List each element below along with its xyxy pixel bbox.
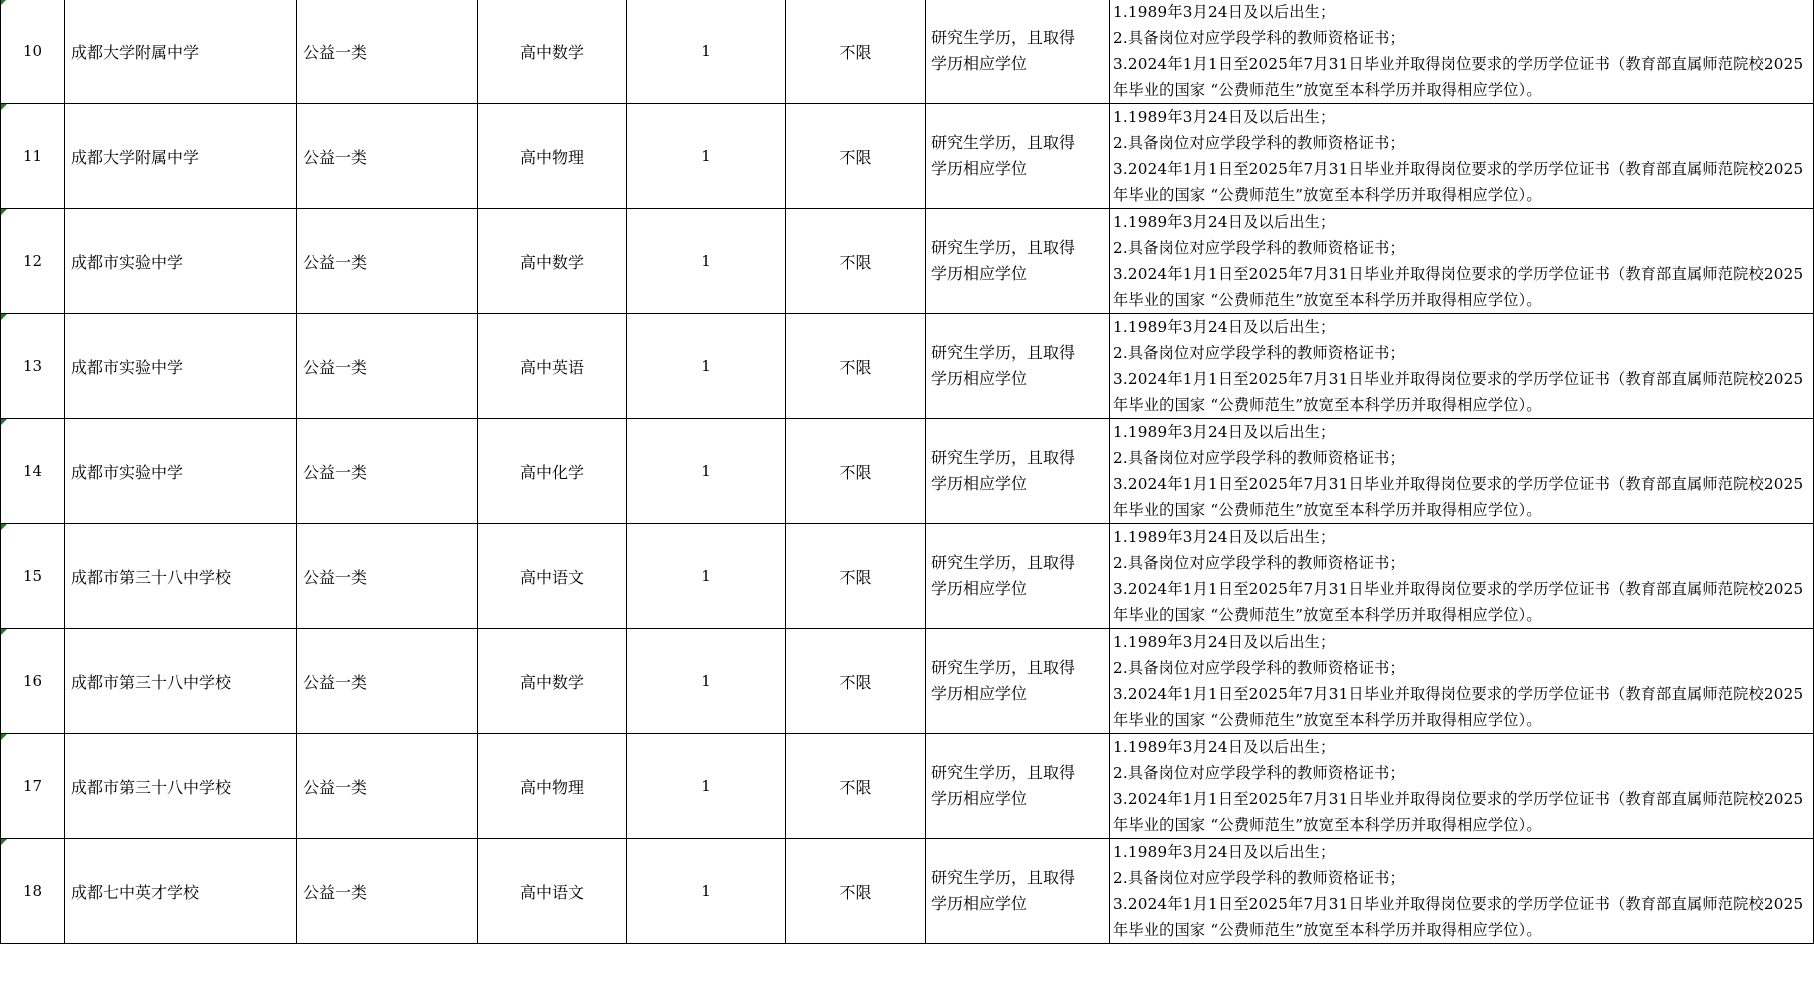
unit-category: 公益一类: [303, 882, 368, 902]
row-number: 12: [22, 252, 43, 270]
position-count: 1: [701, 357, 711, 375]
school-name: 成都市第三十八中学校: [71, 672, 232, 692]
cell-count[interactable]: [627, 734, 786, 839]
table-row: [1, 314, 1814, 419]
cell-marker-icon: [1, 314, 7, 320]
cell-category[interactable]: [297, 629, 478, 734]
requirement-line: 年毕业的国家 “公费师范生”放宽至本科学历并取得相应学位）。: [1113, 186, 1542, 204]
school-name: 成都市实验中学: [71, 462, 184, 482]
cell-education[interactable]: [926, 629, 1110, 734]
unit-category: 公益一类: [303, 42, 368, 62]
cell-education[interactable]: [926, 0, 1110, 104]
limit-text: 不限: [839, 42, 872, 62]
cell-count[interactable]: [627, 209, 786, 314]
row-number: 18: [22, 882, 43, 900]
cell-number[interactable]: [1, 209, 65, 314]
unit-category: 公益一类: [303, 147, 368, 167]
row-number: 10: [22, 42, 43, 60]
cell-subject[interactable]: [478, 734, 627, 839]
cell-count[interactable]: [627, 419, 786, 524]
education-line: 研究生学历，且取得: [931, 553, 1076, 572]
limit-text: 不限: [839, 567, 872, 587]
requirement-line: 1.1989年3月24日及以后出生；: [1113, 3, 1336, 21]
position-count: 1: [701, 882, 711, 900]
cell-number[interactable]: [1, 314, 65, 419]
cell-education[interactable]: [926, 734, 1110, 839]
cell-limit[interactable]: [786, 734, 926, 839]
requirement-line: 3.2024年1月1日至2025年7月31日毕业并取得岗位要求的学历学位证书（教育部直属师范院校2025: [1113, 55, 1804, 73]
cell-count[interactable]: [627, 0, 786, 104]
cell-subject[interactable]: [478, 104, 627, 209]
cell-category[interactable]: [297, 839, 478, 944]
requirement-line: 1.1989年3月24日及以后出生；: [1113, 633, 1336, 651]
requirement-line: 1.1989年3月24日及以后出生；: [1113, 213, 1336, 231]
cell-subject[interactable]: [478, 524, 627, 629]
position-count: 1: [701, 252, 711, 270]
school-name: 成都大学附属中学: [71, 42, 200, 62]
table-row: [1, 839, 1814, 944]
requirement-line: 年毕业的国家 “公费师范生”放宽至本科学历并取得相应学位）。: [1113, 501, 1542, 519]
subject-name: 高中数学: [519, 42, 584, 62]
school-name: 成都七中英才学校: [71, 882, 200, 902]
cell-limit[interactable]: [786, 629, 926, 734]
cell-category[interactable]: [297, 0, 478, 104]
cell-limit[interactable]: [786, 839, 926, 944]
education-line: 学历相应学位: [931, 684, 1028, 703]
subject-name: 高中语文: [519, 567, 584, 587]
cell-school[interactable]: [65, 104, 297, 209]
row-number: 13: [22, 357, 43, 375]
cell-education[interactable]: [926, 209, 1110, 314]
requirement-line: 1.1989年3月24日及以后出生；: [1113, 843, 1336, 861]
limit-text: 不限: [839, 357, 872, 377]
school-name: 成都市第三十八中学校: [71, 777, 232, 797]
table-row: [1, 629, 1814, 734]
cell-count[interactable]: [627, 104, 786, 209]
cell-marker-icon: [1, 629, 7, 635]
cell-category[interactable]: [297, 524, 478, 629]
education-line: 研究生学历，且取得: [931, 658, 1076, 677]
requirement-line: 年毕业的国家 “公费师范生”放宽至本科学历并取得相应学位）。: [1113, 816, 1542, 834]
cell-school[interactable]: [65, 734, 297, 839]
unit-category: 公益一类: [303, 567, 368, 587]
requirement-line: 2.具备岗位对应学段学科的教师资格证书；: [1113, 764, 1405, 782]
limit-text: 不限: [839, 672, 872, 692]
cell-requirements[interactable]: [1110, 209, 1814, 314]
cell-marker-icon: [1, 104, 7, 110]
cell-limit[interactable]: [786, 0, 926, 104]
cell-number[interactable]: [1, 0, 65, 104]
unit-category: 公益一类: [303, 462, 368, 482]
requirement-line: 2.具备岗位对应学段学科的教师资格证书；: [1113, 554, 1405, 572]
cell-requirements[interactable]: [1110, 104, 1814, 209]
school-name: 成都市实验中学: [71, 252, 184, 272]
cell-marker-icon: [1, 839, 7, 845]
cell-requirements[interactable]: [1110, 524, 1814, 629]
requirement-line: 年毕业的国家 “公费师范生”放宽至本科学历并取得相应学位）。: [1113, 921, 1542, 939]
cell-school[interactable]: [65, 0, 297, 104]
requirement-line: 1.1989年3月24日及以后出生；: [1113, 318, 1336, 336]
position-count: 1: [701, 672, 711, 690]
unit-category: 公益一类: [303, 357, 368, 377]
cell-education[interactable]: [926, 104, 1110, 209]
education-line: 研究生学历，且取得: [931, 28, 1076, 47]
cell-category[interactable]: [297, 734, 478, 839]
table-row: [1, 419, 1814, 524]
cell-limit[interactable]: [786, 419, 926, 524]
requirement-line: 3.2024年1月1日至2025年7月31日毕业并取得岗位要求的学历学位证书（教育部直属师范院校2025: [1113, 790, 1804, 808]
education-line: 研究生学历，且取得: [931, 763, 1076, 782]
cell-requirements[interactable]: [1110, 839, 1814, 944]
cell-subject[interactable]: [478, 629, 627, 734]
row-number: 15: [22, 567, 43, 585]
position-count: 1: [701, 42, 711, 60]
table-body: [1, 0, 1814, 944]
cell-subject[interactable]: [478, 0, 627, 104]
limit-text: 不限: [839, 777, 872, 797]
requirement-line: 3.2024年1月1日至2025年7月31日毕业并取得岗位要求的学历学位证书（教育部直属师范院校2025: [1113, 370, 1804, 388]
cell-limit[interactable]: [786, 524, 926, 629]
limit-text: 不限: [839, 252, 872, 272]
requirement-line: 3.2024年1月1日至2025年7月31日毕业并取得岗位要求的学历学位证书（教育部直属师范院校2025: [1113, 580, 1804, 598]
cell-school[interactable]: [65, 839, 297, 944]
education-line: 学历相应学位: [931, 474, 1028, 493]
education-line: 学历相应学位: [931, 264, 1028, 283]
education-line: 学历相应学位: [931, 159, 1028, 178]
position-count: 1: [701, 567, 711, 585]
table-row: [1, 0, 1814, 104]
requirement-line: 年毕业的国家 “公费师范生”放宽至本科学历并取得相应学位）。: [1113, 711, 1542, 729]
requirement-line: 3.2024年1月1日至2025年7月31日毕业并取得岗位要求的学历学位证书（教育部直属师范院校2025: [1113, 475, 1804, 493]
cell-marker-icon: [1, 524, 7, 530]
subject-name: 高中语文: [519, 882, 584, 902]
cell-requirements[interactable]: [1110, 314, 1814, 419]
education-line: 研究生学历，且取得: [931, 133, 1076, 152]
cell-marker-icon: [1, 419, 7, 425]
unit-category: 公益一类: [303, 672, 368, 692]
education-line: 研究生学历，且取得: [931, 343, 1076, 362]
subject-name: 高中物理: [519, 777, 584, 797]
school-name: 成都大学附属中学: [71, 147, 200, 167]
subject-name: 高中英语: [519, 357, 584, 377]
cell-requirements[interactable]: [1110, 734, 1814, 839]
position-count: 1: [701, 777, 711, 795]
cell-limit[interactable]: [786, 209, 926, 314]
cell-school[interactable]: [65, 419, 297, 524]
requirement-line: 年毕业的国家 “公费师范生”放宽至本科学历并取得相应学位）。: [1113, 606, 1542, 624]
requirement-line: 2.具备岗位对应学段学科的教师资格证书；: [1113, 449, 1405, 467]
limit-text: 不限: [839, 462, 872, 482]
cell-limit[interactable]: [786, 314, 926, 419]
requirement-line: 3.2024年1月1日至2025年7月31日毕业并取得岗位要求的学历学位证书（教育部直属师范院校2025: [1113, 685, 1804, 703]
education-line: 学历相应学位: [931, 54, 1028, 73]
subject-name: 高中数学: [519, 252, 584, 272]
requirement-line: 2.具备岗位对应学段学科的教师资格证书；: [1113, 134, 1405, 152]
requirement-line: 2.具备岗位对应学段学科的教师资格证书；: [1113, 239, 1405, 257]
cell-count[interactable]: [627, 839, 786, 944]
requirement-line: 2.具备岗位对应学段学科的教师资格证书；: [1113, 29, 1405, 47]
cell-count[interactable]: [627, 629, 786, 734]
requirement-line: 2.具备岗位对应学段学科的教师资格证书；: [1113, 344, 1405, 362]
cell-requirements[interactable]: [1110, 629, 1814, 734]
education-line: 学历相应学位: [931, 894, 1028, 913]
cell-subject[interactable]: [478, 839, 627, 944]
school-name: 成都市实验中学: [71, 357, 184, 377]
education-line: 研究生学历，且取得: [931, 868, 1076, 887]
position-count: 1: [701, 147, 711, 165]
subject-name: 高中数学: [519, 672, 584, 692]
position-count: 1: [701, 462, 711, 480]
requirement-line: 3.2024年1月1日至2025年7月31日毕业并取得岗位要求的学历学位证书（教育部直属师范院校2025: [1113, 160, 1804, 178]
education-line: 学历相应学位: [931, 579, 1028, 598]
cell-category[interactable]: [297, 314, 478, 419]
table-row: [1, 104, 1814, 209]
unit-category: 公益一类: [303, 252, 368, 272]
requirement-line: 年毕业的国家 “公费师范生”放宽至本科学历并取得相应学位）。: [1113, 396, 1542, 414]
subject-name: 高中化学: [519, 462, 584, 482]
requirement-line: 年毕业的国家 “公费师范生”放宽至本科学历并取得相应学位）。: [1113, 291, 1542, 309]
cell-subject[interactable]: [478, 209, 627, 314]
cell-category[interactable]: [297, 104, 478, 209]
education-line: 学历相应学位: [931, 369, 1028, 388]
cell-school[interactable]: [65, 209, 297, 314]
cell-marker-icon: [1, 734, 7, 740]
cell-education[interactable]: [926, 524, 1110, 629]
requirement-line: 2.具备岗位对应学段学科的教师资格证书；: [1113, 869, 1405, 887]
requirement-line: 3.2024年1月1日至2025年7月31日毕业并取得岗位要求的学历学位证书（教育部直属师范院校2025: [1113, 265, 1804, 283]
education-line: 研究生学历，且取得: [931, 238, 1076, 257]
education-line: 研究生学历，且取得: [931, 448, 1076, 467]
cell-education[interactable]: [926, 314, 1110, 419]
cell-marker-icon: [1, 0, 7, 5]
education-line: 学历相应学位: [931, 789, 1028, 808]
table-row: [1, 524, 1814, 629]
requirement-line: 2.具备岗位对应学段学科的教师资格证书；: [1113, 659, 1405, 677]
cell-number[interactable]: [1, 524, 65, 629]
cell-requirements[interactable]: [1110, 0, 1814, 104]
cell-number[interactable]: [1, 419, 65, 524]
row-number: 11: [22, 147, 43, 165]
subject-name: 高中物理: [519, 147, 584, 167]
cell-requirements[interactable]: [1110, 419, 1814, 524]
limit-text: 不限: [839, 147, 872, 167]
unit-category: 公益一类: [303, 777, 368, 797]
cell-subject[interactable]: [478, 419, 627, 524]
limit-text: 不限: [839, 882, 872, 902]
cell-school[interactable]: [65, 524, 297, 629]
cell-count[interactable]: [627, 314, 786, 419]
school-name: 成都市第三十八中学校: [71, 567, 232, 587]
cell-education[interactable]: [926, 839, 1110, 944]
cell-subject[interactable]: [478, 314, 627, 419]
cell-category[interactable]: [297, 209, 478, 314]
cell-count[interactable]: [627, 524, 786, 629]
cell-number[interactable]: [1, 734, 65, 839]
cell-school[interactable]: [65, 629, 297, 734]
requirement-line: 1.1989年3月24日及以后出生；: [1113, 528, 1336, 546]
cell-category[interactable]: [297, 419, 478, 524]
cell-school[interactable]: [65, 314, 297, 419]
cell-education[interactable]: [926, 419, 1110, 524]
table-row: [1, 734, 1814, 839]
requirement-line: 年毕业的国家 “公费师范生”放宽至本科学历并取得相应学位）。: [1113, 81, 1542, 99]
requirement-line: 3.2024年1月1日至2025年7月31日毕业并取得岗位要求的学历学位证书（教育部直属师范院校2025: [1113, 895, 1804, 913]
row-number: 17: [22, 777, 43, 795]
cell-number[interactable]: [1, 839, 65, 944]
cell-number[interactable]: [1, 629, 65, 734]
row-number: 16: [22, 672, 43, 690]
row-number: 14: [22, 462, 43, 480]
table-row: [1, 209, 1814, 314]
requirement-line: 1.1989年3月24日及以后出生；: [1113, 423, 1336, 441]
requirement-line: 1.1989年3月24日及以后出生；: [1113, 108, 1336, 126]
cell-marker-icon: [1, 209, 7, 215]
requirement-line: 1.1989年3月24日及以后出生；: [1113, 738, 1336, 756]
cell-limit[interactable]: [786, 104, 926, 209]
cell-number[interactable]: [1, 104, 65, 209]
